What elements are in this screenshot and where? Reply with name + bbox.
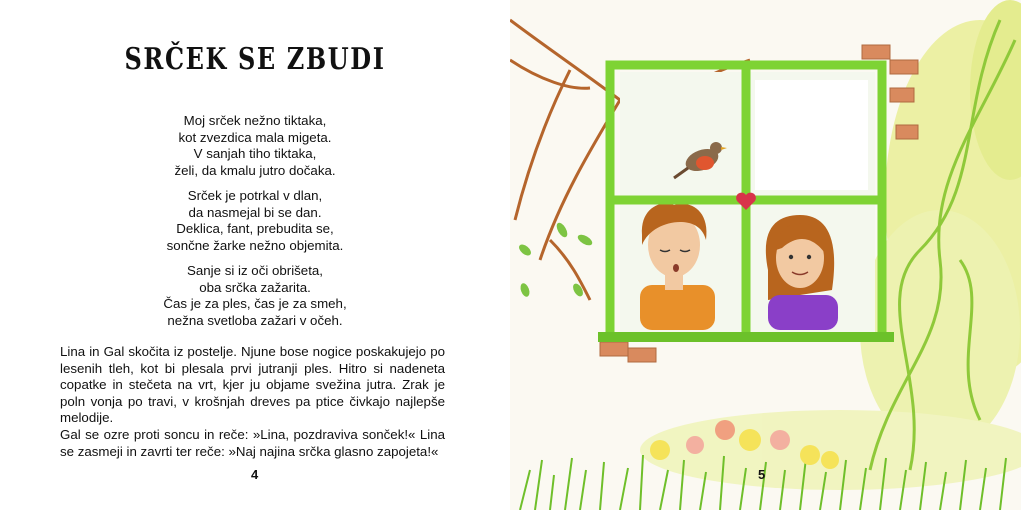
story-paragraph: Gal se ozre proti soncu in reče: »Lina, pozdraviva sonček!« Lina se zasmeji in zavrti ter reče: »Naj najina srčka glasno zapojeta!« bbox=[60, 426, 445, 459]
poem bbox=[0, 113, 510, 338]
poem-stanza bbox=[0, 188, 510, 254]
left-page bbox=[0, 0, 510, 510]
girl-figure bbox=[766, 215, 838, 330]
right-page bbox=[510, 0, 1021, 510]
poem-line: V sanjah tiho tiktaka, bbox=[193, 146, 317, 161]
story-text bbox=[60, 344, 445, 460]
page-title: SRČEK SE ZBUDI bbox=[124, 42, 386, 77]
window-sill bbox=[598, 332, 894, 342]
poem-line: nežna svetloba zažari v očeh. bbox=[167, 312, 343, 328]
poem-line: Moj srček nežno tiktaka, bbox=[183, 113, 327, 128]
poem-line: želi, da kmalu jutro dočaka. bbox=[174, 162, 336, 178]
poem-line: sončne žarke nežno objemita. bbox=[166, 237, 344, 253]
poem-line: kot zvezdica mala migeta. bbox=[178, 129, 332, 145]
poem-line: Čas je za ples, čas je za smeh, bbox=[163, 296, 347, 311]
poem-line: oba srčka zažarita. bbox=[199, 279, 311, 295]
window-illustration bbox=[510, 0, 1021, 510]
poem-stanza bbox=[0, 113, 510, 179]
poem-line: da nasmejal bi se dan. bbox=[188, 204, 322, 220]
poem-stanza bbox=[0, 263, 510, 329]
poem-line: Srček je potrkal v dlan, bbox=[187, 188, 323, 203]
page-number: 5 bbox=[758, 467, 766, 482]
story-paragraph: Lina in Gal skočita iz postelje. Njune bose nogice poskakujejo po lesenih tleh, kot bi plesala prvi jutranji ples. Hitro si nadeneta copatke in stečeta na vrt, kjer ju objame svežina jutra. Zrak je poln vonja po travi, v krošnjah dreves pa ptice čivkajo najlepše melodije. bbox=[60, 344, 445, 426]
page-number: 4 bbox=[251, 467, 259, 482]
poem-line: Sanje si iz oči obrišeta, bbox=[187, 263, 323, 278]
poem-line: Deklica, fant, prebudita se, bbox=[176, 221, 334, 236]
